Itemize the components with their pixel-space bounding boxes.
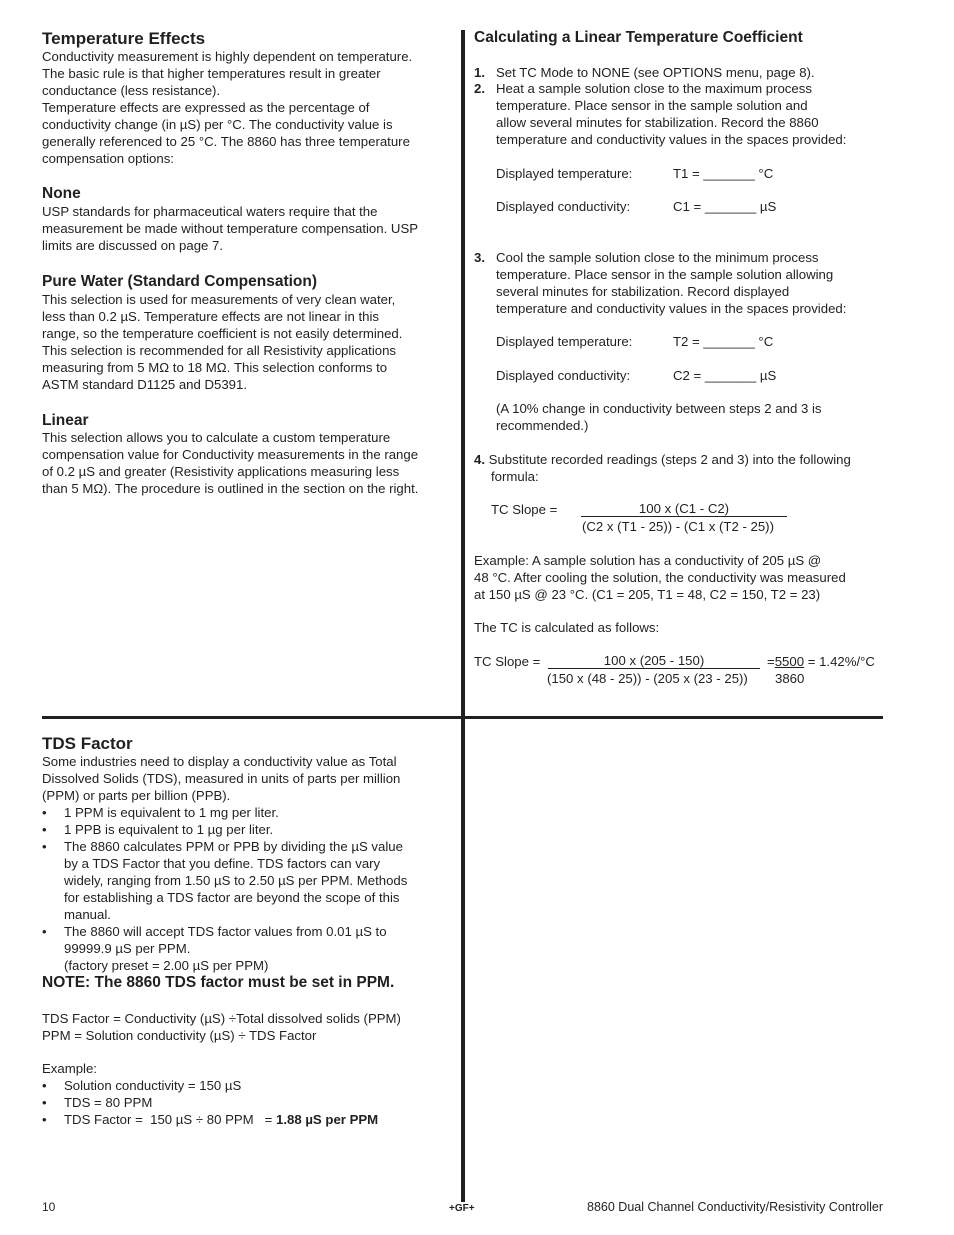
temperature-effects-heading: Temperature Effects	[42, 29, 206, 48]
recommendation-note: (A 10% change in conductivity between steps 2 and 3 is recommended.)	[496, 401, 822, 433]
temperature-effects-text: Conductivity measurement is highly dependent on temperature. The basic rule is that higher temperatures result in greater conductance (less resistance). Temperature effects are expressed as the percentage of conductivity change (in µS) per °C. The conductivity value is generally referenced to 25 °C. The 8860 has three temperature compensation options:	[42, 49, 413, 166]
example-tc-denominator: (150 x (48 - 25)) - (205 x (23 - 25))	[547, 671, 748, 686]
step-3: 3. Cool the sample solution close to the minimum process temperature. Place sensor in the sample solution allowing several minutes for stabilization. Record displayed temperature and conductivity values in the spaces provided:	[474, 250, 847, 316]
calc-heading: Calculating a Linear Temperature Coefficient	[474, 29, 803, 46]
list-item: • TDS Factor = 150 µS ÷ 80 PPM = 1.88 µS per PPM	[42, 1111, 378, 1128]
t2-row: Displayed temperature:	[496, 334, 633, 349]
linear-heading: Linear	[42, 412, 89, 429]
list-item: • Solution conductivity = 150 µS	[42, 1077, 378, 1094]
example-tc-numerator: 100 x (205 - 150)	[548, 653, 760, 669]
pure-water-text: This selection is used for measurements of very clean water, less than 0.2 µS. Temperature effects are not linear in this range, so the temperature coefficient is not easily determined. This selection is recommended for all Resistivity applications measuring from 5 MΩ to 18 MΩ. This selection conforms to ASTM standard D1125 and D5391.	[42, 292, 403, 392]
page-number: 10	[42, 1200, 56, 1214]
tds-example: Example: • Solution conductivity = 150 µS • TDS = 80 PPM • TDS Factor = 150 µS ÷ 80 PPM = 1.88 µS per PPM	[42, 1060, 378, 1128]
list-item: • 1 PPM is equivalent to 1 mg per liter.	[42, 804, 407, 821]
list-item: • The 8860 will accept TDS factor values from 0.01 µS to 99999.9 µS per PPM. (factory preset = 2.00 µS per PPM)	[42, 923, 407, 974]
c1-value: C1 = _______ µS	[673, 199, 777, 214]
tds-formulas: TDS Factor = Conductivity (µS) ÷Total dissolved solids (PPM) PPM = Solution conductivity (µS) ÷ TDS Factor	[42, 1011, 401, 1043]
list-item: • The 8860 calculates PPM or PPB by dividing the µS value by a TDS Factor that you define. TDS factors can vary widely, ranging from 1.50 µS to 2.50 µS per PPM. Methods for establishing a TDS factor are beyond the scope of this manual.	[42, 838, 407, 923]
c1-row: Displayed conductivity:	[496, 199, 631, 214]
example-tc-den-result: 3860	[775, 671, 805, 686]
step-4: 4. Substitute recorded readings (steps 2 and 3) into the following formula:	[474, 452, 851, 484]
example-text: Example: A sample solution has a conductivity of 205 µS @ 48 °C. After cooling the solution, the conductivity was measured at 150 µS @ 23 °C. (C1 = 205, T1 = 48, C2 = 150, T2 = 23)	[474, 553, 846, 602]
example-tc-label: TC Slope =	[474, 654, 541, 669]
step-1: 1. Set TC Mode to NONE (see OPTIONS menu, page 8).	[474, 65, 815, 80]
section-divider	[42, 716, 883, 719]
tds-bullets	[42, 804, 407, 974]
list-item: • 1 PPB is equivalent to 1 µg per liter.	[42, 821, 407, 838]
step-2: 2. Heat a sample solution close to the maximum process temperature. Place sensor in the sample solution and allow several minutes for stabilization. Record the 8860 temperature and conductivity values in the spaces provided:	[474, 81, 847, 147]
none-text: USP standards for pharmaceutical waters require that the measurement be made without temperature compensation. USP limits are discussed on page 7.	[42, 204, 419, 253]
tds-factor-heading: TDS Factor	[42, 734, 133, 753]
none-heading: None	[42, 185, 81, 202]
t1-row: Displayed temperature:	[496, 166, 633, 181]
tds-intro: Some industries need to display a conductivity value as Total Dissolved Solids (TDS), measured in units of parts per million (PPM) or parts per billion (PPB).	[42, 754, 401, 803]
pure-water-heading: Pure Water (Standard Compensation)	[42, 273, 318, 290]
calc-intro: The TC is calculated as follows:	[474, 620, 660, 635]
tc-formula-denominator: (C2 x (T1 - 25)) - (C1 x (T2 - 25))	[582, 519, 774, 534]
c2-value: C2 = _______ µS	[673, 368, 777, 383]
example-tc-equals: =5500 = 1.42%/°C	[767, 654, 875, 669]
tc-formula-numerator: 100 x (C1 - C2)	[581, 501, 787, 517]
t2-value: T2 = _______ °C	[673, 334, 774, 349]
c2-row: Displayed conductivity:	[496, 368, 631, 383]
document-title: 8860 Dual Channel Conductivity/Resistivity Controller	[587, 1200, 883, 1214]
column-divider	[461, 30, 465, 1202]
list-item: • TDS = 80 PPM	[42, 1094, 378, 1111]
linear-text: This selection allows you to calculate a custom temperature compensation value for Conductivity measurements in the range of 0.2 µS and greater (Resistivity applications measuring less than 5 MΩ). The procedure is outlined in the section on the right.	[42, 430, 419, 496]
t1-value: T1 = _______ °C	[673, 166, 774, 181]
gf-logo: +GF+	[449, 1203, 475, 1214]
tds-note: NOTE: The 8860 TDS factor must be set in PPM.	[42, 974, 395, 991]
tc-formula-label: TC Slope =	[491, 502, 558, 517]
